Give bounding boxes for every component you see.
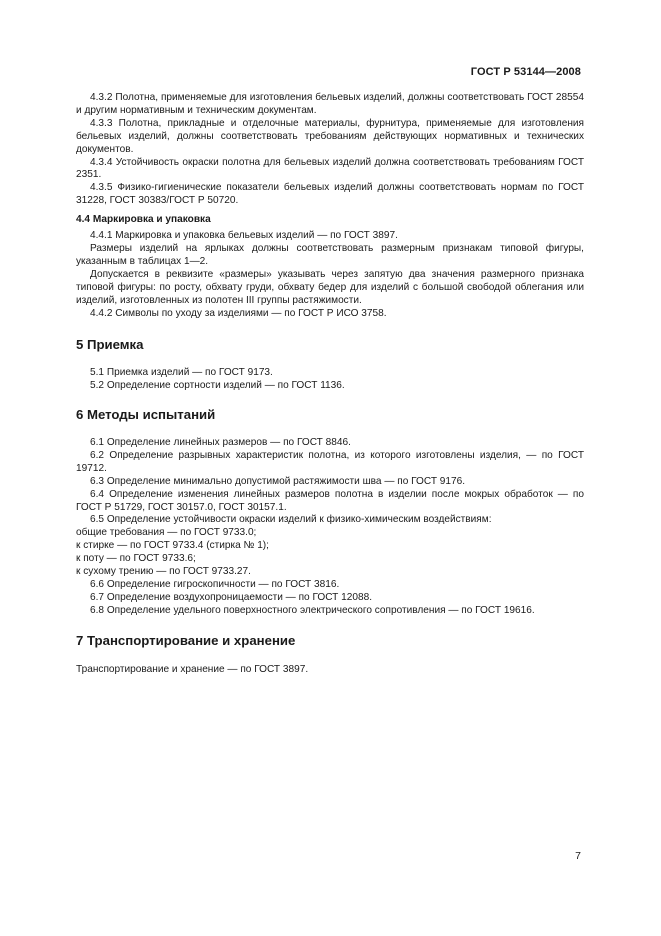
paragraph-6-1: 6.1 Определение линейных размеров — по ГОСТ 8846.	[90, 437, 351, 449]
subsection-title-4-4: 4.4 Маркировка и упаковка	[76, 214, 211, 226]
paragraph-6-8: 6.8 Определение удельного поверхностного электрического сопротивления — по ГОСТ 19616.	[90, 604, 535, 616]
section-title-7: 7 Транспортирование и хранение	[76, 632, 296, 648]
paragraph-4-4-1-sizes: Размеры изделий на ярлыках должны соответствовать размерным признакам типовой фигуры, указанным в таблицах 1—2.	[76, 242, 584, 267]
paragraph-6-3: 6.3 Определение минимально допустимой растяжимости шва — по ГОСТ 9176.	[90, 475, 466, 487]
paragraph-5-1: 5.1 Приемка изделий — по ГОСТ 9173.	[90, 367, 273, 379]
document-body	[76, 92, 584, 677]
list-item-6-5-general: общие требования — по ГОСТ 9733.0;	[76, 527, 257, 539]
paragraph-6-2: 6.2 Определение разрывных характеристик полотна, из которого изготовлены изделия, — по ГОСТ 19712.	[76, 449, 584, 474]
paragraph-4-3-3: 4.3.3 Полотна, прикладные и отделочные материалы, фурнитура, применяемые для изготовления бельевых изделий, должны соответствовать требованиям действующих нормативных и технических документов.	[76, 117, 584, 155]
list-item-6-5-dry-rubbing: к сухому трению — по ГОСТ 9733.27.	[76, 566, 251, 578]
paragraph-5-2: 5.2 Определение сортности изделий — по ГОСТ 1136.	[90, 380, 345, 392]
page-number: 7	[575, 850, 581, 862]
paragraph-6-5: 6.5 Определение устойчивости окраски изделий к физико-химическим воздействиям:	[90, 514, 492, 526]
list-item-6-5-washing: к стирке — по ГОСТ 9733.4 (стирка № 1);	[76, 540, 269, 552]
paragraph-6-4: 6.4 Определение изменения линейных размеров полотна в изделии после мокрых обработок — по ГОСТ Р 51729, ГОСТ 30157.0, ГОСТ 30157.1.	[76, 488, 584, 513]
paragraph-4-3-5: 4.3.5 Физико-гигиенические показатели бельевых изделий должны соответствовать нормам по ГОСТ 31228, ГОСТ 30383/ГОСТ Р 50720.	[76, 182, 584, 207]
paragraph-4-4-1-allowance: Допускается в реквизите «размеры» указывать через запятую два значения размерного признака типовой фигуры: по росту, обхвату груди, обхвату бедер для изделий с большой свободой облегания или изделий, изготовленных из полотен III группы растяжимости.	[76, 268, 584, 306]
document-header: ГОСТ Р 53144—2008	[470, 66, 581, 78]
section-title-5: 5 Приемка	[76, 337, 144, 353]
paragraph-6-7: 6.7 Определение воздухопроницаемости — по ГОСТ 12088.	[90, 591, 373, 603]
paragraph-4-3-4: 4.3.4 Устойчивость окраски полотна для бельевых изделий должна соответствовать требованиям ГОСТ 2351.	[76, 156, 584, 181]
list-item-6-5-sweat: к поту — по ГОСТ 9733.6;	[76, 553, 196, 565]
paragraph-7: Транспортирование и хранение — по ГОСТ 3897.	[76, 663, 309, 675]
section-title-6: 6 Методы испытаний	[76, 407, 216, 423]
paragraph-4-3-2: 4.3.2 Полотна, применяемые для изготовления бельевых изделий, должны соответствовать ГОСТ 28554 и другим нормативным и техническим документам.	[76, 92, 584, 116]
paragraph-6-6: 6.6 Определение гигроскопичности — по ГОСТ 3816.	[90, 579, 340, 590]
paragraph-4-4-1: 4.4.1 Маркировка и упаковка бельевых изделий — по ГОСТ 3897.	[90, 230, 398, 242]
paragraph-4-4-2: 4.4.2 Символы по уходу за изделиями — по ГОСТ Р ИСО 3758.	[90, 307, 387, 319]
